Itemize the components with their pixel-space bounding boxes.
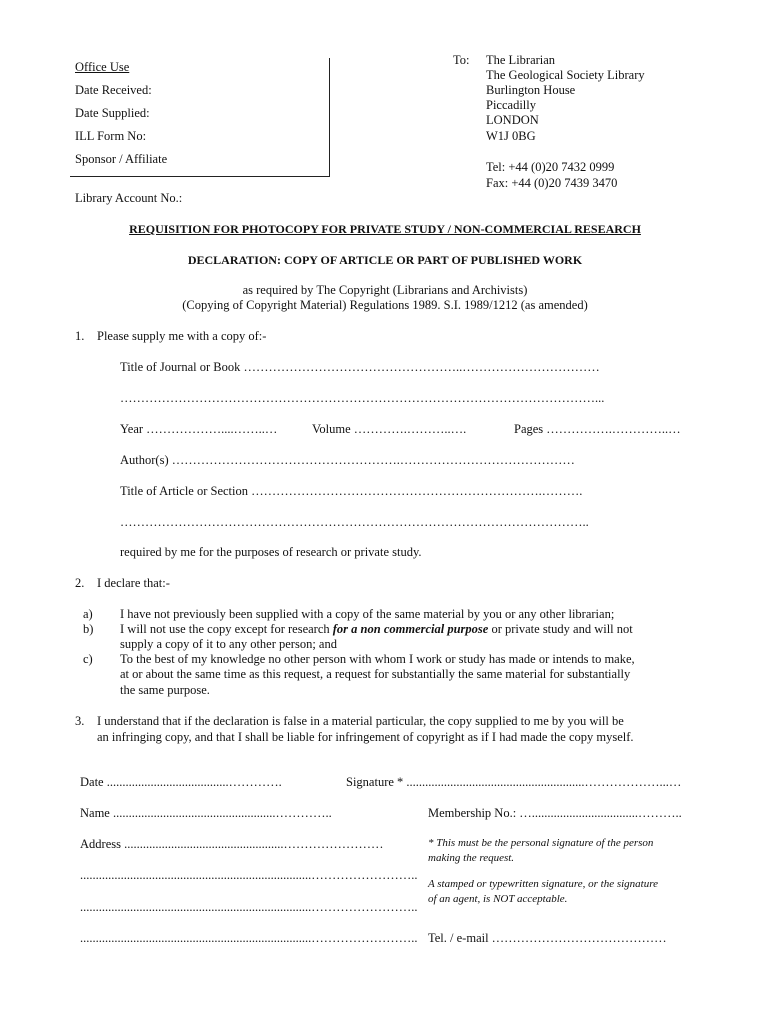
clause-b-emphasis: for a non commercial purpose: [332, 622, 489, 636]
library-account-label: Library Account No.:: [75, 191, 183, 205]
stamp-note-line-2: of an agent, is NOT acceptable.: [428, 893, 568, 905]
date-field[interactable]: Date .......................................………….: [80, 775, 282, 789]
clause-b-post: or private study and will not: [488, 622, 633, 636]
year-field[interactable]: Year ………………....……..…: [120, 422, 278, 436]
declaration-heading: DECLARATION: COPY OF ARTICLE OR PART OF PUBLISHED WORK: [187, 253, 583, 267]
address-line: Piccadilly: [486, 98, 536, 112]
clause-c-line-3: the same purpose.: [120, 683, 210, 697]
date-received-label: Date Received:: [75, 83, 152, 97]
membership-field[interactable]: Membership No.: …..................................………..: [428, 806, 682, 820]
clause-b-line-2: supply a copy of it to any other person; and: [120, 637, 337, 651]
authors-field[interactable]: Author(s) ……………………………………………….……………………………………: [120, 453, 575, 467]
address-field[interactable]: Address ...................................................……………………: [80, 837, 384, 851]
volume-field[interactable]: Volume ………….………..….: [312, 422, 467, 436]
address-line: The Librarian: [486, 53, 556, 67]
tel-email-field[interactable]: Tel. / e-mail ……………………………………: [428, 931, 667, 945]
ill-form-label: ILL Form No:: [75, 129, 147, 143]
clause-b-text: [120, 622, 633, 637]
address-line: The Geological Society Library: [486, 68, 645, 82]
signature-field[interactable]: Signature * .........................................................………………...…: [346, 775, 682, 789]
office-use-heading: Office Use: [75, 60, 130, 74]
clause-a-text: I have not previously been supplied with a copy of the same material by you or any other librarian;: [120, 607, 615, 621]
section-2-intro: I declare that:-: [97, 576, 170, 590]
section-3-line-2: an infringing copy, and that I shall be liable for infringement of copyright as if I had made the copy myself.: [97, 730, 634, 744]
purpose-statement: required by me for the purposes of research or private study.: [120, 545, 422, 559]
clause-c-line-2: at or about the same time as this request, a request for substantially the same material for substantially: [120, 667, 631, 681]
required-by-line-2: (Copying of Copyright Material) Regulations 1989. S.I. 1989/1212 (as amended): [182, 298, 588, 312]
address-field-line-2[interactable]: ..........................................................................……………………..: [80, 868, 418, 882]
stamp-note-line-1: A stamped or typewritten signature, or the signature: [428, 878, 658, 890]
section-3-line-1: I understand that if the declaration is false in a material particular, the copy supplied to me by you will be: [97, 714, 624, 728]
address-line: Burlington House: [486, 83, 576, 97]
pages-field[interactable]: Pages …………….…………..…: [514, 422, 681, 436]
signature-note-line-1: * This must be the personal signature of the person: [428, 837, 654, 849]
to-label: To:: [453, 53, 470, 67]
tel-number: Tel: +44 (0)20 7432 0999: [486, 160, 615, 174]
article-title-field[interactable]: Title of Article or Section …………………………………………………………….……….: [120, 484, 583, 498]
page-title: REQUISITION FOR PHOTOCOPY FOR PRIVATE STUDY / NON-COMMERCIAL RESEARCH: [129, 222, 641, 236]
sponsor-label: Sponsor / Affiliate: [75, 152, 168, 166]
required-by-line-1: as required by The Copyright (Librarians and Archivists): [242, 283, 528, 297]
section-1-intro: Please supply me with a copy of:-: [97, 329, 267, 343]
address-field-line-4[interactable]: ..........................................................................……………………..: [80, 931, 418, 945]
clause-a-label: a): [83, 607, 93, 621]
article-title-continued[interactable]: …………………………………………………………………………………………………..: [120, 515, 589, 529]
journal-title-field[interactable]: Title of Journal or Book ……………………………………………..……………………………: [120, 360, 600, 374]
journal-title-continued[interactable]: ……………………………………………………………………………………………………...: [120, 391, 605, 405]
clause-c-label: c): [83, 652, 93, 666]
address-field-line-3[interactable]: ..........................................................................……………………..: [80, 900, 418, 914]
date-supplied-label: Date Supplied:: [75, 106, 150, 120]
section-1-number: 1.: [75, 329, 85, 343]
clause-b-pre: I will not use the copy except for research: [120, 622, 333, 636]
section-3-number: 3.: [75, 714, 85, 728]
name-field[interactable]: Name ....................................................…………..: [80, 806, 332, 820]
address-line: LONDON: [486, 113, 539, 127]
clause-c-line-1: To the best of my knowledge no other person with whom I work or study has made or intends to make,: [120, 652, 635, 666]
fax-number: Fax: +44 (0)20 7439 3470: [486, 176, 618, 190]
clause-b-label: b): [83, 622, 94, 636]
address-line: W1J 0BG: [486, 129, 536, 143]
section-2-number: 2.: [75, 576, 85, 590]
signature-note-line-2: making the request.: [428, 852, 515, 864]
